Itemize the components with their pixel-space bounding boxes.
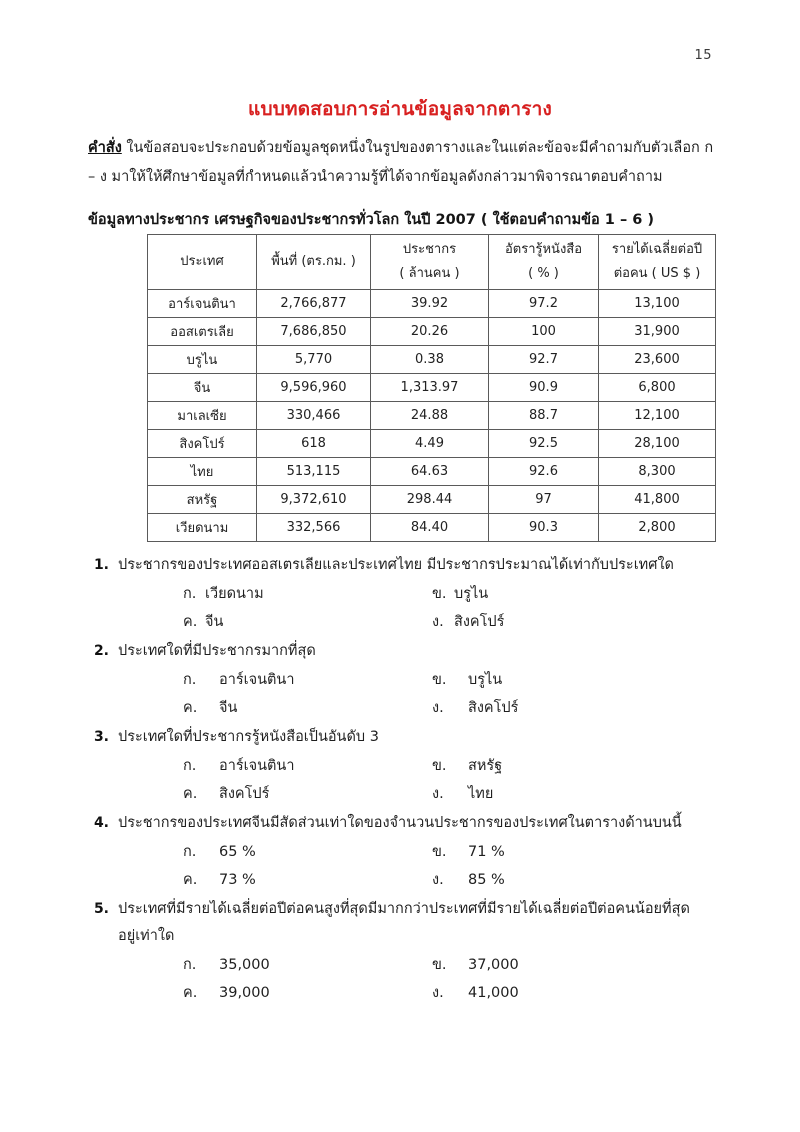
table-row bbox=[148, 374, 716, 402]
question-number: 5. bbox=[93, 901, 109, 917]
cell-country: ออสเตรเลีย bbox=[148, 318, 257, 346]
cell-income: 13,100 bbox=[599, 290, 716, 318]
choice-option[interactable] bbox=[432, 838, 505, 866]
choice-line bbox=[127, 608, 728, 636]
choice-line bbox=[127, 666, 728, 694]
table-row bbox=[148, 402, 716, 430]
table-row bbox=[148, 346, 716, 374]
choice-label: จีน bbox=[219, 700, 238, 716]
choice-label: 71 % bbox=[468, 844, 505, 860]
table-header-row bbox=[148, 235, 716, 290]
question-row bbox=[88, 810, 728, 837]
choice-marker: ค. bbox=[183, 985, 198, 1001]
choice-marker: ข. bbox=[432, 758, 447, 774]
choice-line bbox=[127, 752, 728, 780]
question-text bbox=[118, 896, 728, 950]
cell-literacy-rate: 92.6 bbox=[489, 458, 599, 486]
data-section-heading: ข้อมูลทางประชากร เศรษฐกิจของประชากรทั่วโลก ในปี 2007 ( ใช้ตอบคำถามข้อ 1 – 6 ) bbox=[88, 212, 655, 228]
cell-income: 2,800 bbox=[599, 514, 716, 542]
choice-marker: ข. bbox=[432, 957, 447, 973]
cell-country: เวียดนาม bbox=[148, 514, 257, 542]
question-text-line: ประเทศใดที่ประชากรรู้หนังสือเป็นอันดับ 3 bbox=[118, 729, 379, 745]
question-block bbox=[88, 810, 728, 894]
question-number: 4. bbox=[93, 815, 109, 831]
choice-label: บรูไน bbox=[454, 586, 489, 602]
choice-line bbox=[127, 979, 728, 1007]
instruction-line-2: – ง มาให้ให้ศึกษาข้อมูลที่กำหนดแล้วนำความรู้ที่ได้จากข้อมูลดังกล่าวมาพิจารณาตอบคำถาม bbox=[88, 169, 663, 185]
column-header-area: พื้นที่ (ตร.กม. ) bbox=[257, 235, 371, 290]
cell-literacy-rate: 92.7 bbox=[489, 346, 599, 374]
choice-label: เวียดนาม bbox=[205, 586, 264, 602]
cell-literacy-rate: 100 bbox=[489, 318, 599, 346]
instruction-label: คำสั่ง bbox=[88, 140, 122, 156]
choice-marker: ค. bbox=[183, 614, 198, 630]
choice-group bbox=[127, 752, 728, 808]
cell-area: 5,770 bbox=[257, 346, 371, 374]
question-row bbox=[88, 724, 728, 751]
choice-marker: ค. bbox=[183, 700, 198, 716]
choice-marker: ง. bbox=[432, 614, 444, 630]
choice-option[interactable] bbox=[127, 580, 432, 608]
choice-option[interactable] bbox=[127, 780, 432, 808]
choice-label: สิงคโปร์ bbox=[468, 700, 519, 716]
choice-label: 39,000 bbox=[219, 985, 270, 1001]
cell-area: 9,372,610 bbox=[257, 486, 371, 514]
population-table-container bbox=[147, 234, 715, 542]
question-block bbox=[88, 552, 728, 636]
choice-option[interactable] bbox=[127, 666, 432, 694]
cell-income: 28,100 bbox=[599, 430, 716, 458]
question-text-line: ประชากรของประเทศออสเตรเลียและประเทศไทย มีประชากรประมาณได้เท่ากับประเทศใด bbox=[118, 557, 674, 573]
cell-income: 41,800 bbox=[599, 486, 716, 514]
choice-line bbox=[127, 951, 728, 979]
instruction-line-1: ในข้อสอบจะประกอบด้วยข้อมูลชุดหนึ่งในรูปของตารางและในแต่ละข้อจะมีคำถามกับตัวเลือก ก bbox=[126, 140, 714, 156]
cell-population: 1,313.97 bbox=[371, 374, 489, 402]
choice-marker: ก. bbox=[183, 957, 197, 973]
choice-marker: ค. bbox=[183, 786, 198, 802]
choice-group bbox=[127, 838, 728, 894]
table-row bbox=[148, 514, 716, 542]
cell-income: 31,900 bbox=[599, 318, 716, 346]
cell-area: 332,566 bbox=[257, 514, 371, 542]
choice-label: 73 % bbox=[219, 872, 256, 888]
choice-option[interactable] bbox=[432, 666, 502, 694]
question-row bbox=[88, 638, 728, 665]
choice-label: บรูไน bbox=[468, 672, 503, 688]
question-row bbox=[88, 896, 728, 950]
choice-option[interactable] bbox=[127, 752, 432, 780]
cell-population: 4.49 bbox=[371, 430, 489, 458]
choice-marker: ก. bbox=[183, 672, 197, 688]
choice-label: สิงคโปร์ bbox=[219, 786, 270, 802]
column-header-literacy-rate: อัตรารู้หนังสือ ( % ) bbox=[489, 235, 599, 290]
choice-option[interactable] bbox=[127, 694, 432, 722]
population-table bbox=[147, 234, 716, 542]
cell-area: 513,115 bbox=[257, 458, 371, 486]
question-number: 1. bbox=[93, 557, 109, 573]
cell-population: 39.92 bbox=[371, 290, 489, 318]
choice-marker: ข. bbox=[432, 844, 447, 860]
question-number: 2. bbox=[93, 643, 109, 659]
table-body bbox=[148, 290, 716, 542]
choice-label: 65 % bbox=[219, 844, 256, 860]
instruction-paragraph bbox=[88, 134, 716, 192]
choice-option[interactable] bbox=[127, 838, 432, 866]
choice-label: จีน bbox=[205, 614, 224, 630]
question-text-line: อยู่เท่าใด bbox=[118, 928, 175, 944]
table-row bbox=[148, 430, 716, 458]
choice-marker: ง. bbox=[432, 786, 444, 802]
choice-label: อาร์เจนตินา bbox=[219, 672, 295, 688]
cell-income: 23,600 bbox=[599, 346, 716, 374]
choice-marker: ข. bbox=[432, 586, 447, 602]
cell-country: มาเลเซีย bbox=[148, 402, 257, 430]
question-number: 3. bbox=[93, 729, 109, 745]
choice-option[interactable] bbox=[432, 752, 502, 780]
cell-literacy-rate: 90.3 bbox=[489, 514, 599, 542]
questions-list bbox=[88, 552, 728, 1009]
choice-label: สิงคโปร์ bbox=[454, 614, 505, 630]
cell-literacy-rate: 92.5 bbox=[489, 430, 599, 458]
cell-country: อาร์เจนตินา bbox=[148, 290, 257, 318]
choice-marker: ง. bbox=[432, 985, 444, 1001]
choice-label: 85 % bbox=[468, 872, 505, 888]
choice-option[interactable] bbox=[432, 951, 519, 979]
question-block bbox=[88, 724, 728, 808]
column-header-country: ประเทศ bbox=[148, 235, 257, 290]
table-row bbox=[148, 318, 716, 346]
choice-option[interactable] bbox=[127, 951, 432, 979]
cell-population: 298.44 bbox=[371, 486, 489, 514]
cell-country: บรูไน bbox=[148, 346, 257, 374]
choice-option[interactable] bbox=[432, 866, 505, 894]
choice-line bbox=[127, 866, 728, 894]
choice-label: ไทย bbox=[468, 786, 494, 802]
choice-line bbox=[127, 580, 728, 608]
table-row bbox=[148, 290, 716, 318]
cell-population: 64.63 bbox=[371, 458, 489, 486]
choice-group bbox=[127, 951, 728, 1007]
choice-marker: ข. bbox=[432, 672, 447, 688]
page-title: แบบทดสอบการอ่านข้อมูลจากตาราง bbox=[248, 98, 552, 120]
table-header bbox=[148, 235, 716, 290]
cell-literacy-rate: 97.2 bbox=[489, 290, 599, 318]
question-row bbox=[88, 552, 728, 579]
choice-option[interactable] bbox=[432, 608, 504, 636]
cell-income: 6,800 bbox=[599, 374, 716, 402]
column-header-income: รายได้เฉลี่ยต่อปี ต่อคน ( US $ ) bbox=[599, 235, 716, 290]
cell-literacy-rate: 88.7 bbox=[489, 402, 599, 430]
choice-label: สหรัฐ bbox=[468, 758, 503, 774]
choice-option[interactable] bbox=[127, 979, 432, 1007]
question-text bbox=[118, 810, 728, 837]
choice-line bbox=[127, 780, 728, 808]
choice-option[interactable] bbox=[432, 780, 493, 808]
cell-country: ไทย bbox=[148, 458, 257, 486]
choice-marker: ก. bbox=[183, 844, 197, 860]
choice-label: อาร์เจนตินา bbox=[219, 758, 295, 774]
choice-option[interactable] bbox=[432, 694, 518, 722]
cell-population: 20.26 bbox=[371, 318, 489, 346]
question-text bbox=[118, 638, 728, 665]
choice-option[interactable] bbox=[127, 608, 432, 636]
choice-marker: ง. bbox=[432, 872, 444, 888]
choice-marker: ค. bbox=[183, 872, 198, 888]
question-text bbox=[118, 724, 728, 751]
cell-country: สิงคโปร์ bbox=[148, 430, 257, 458]
question-block bbox=[88, 896, 728, 1007]
cell-income: 12,100 bbox=[599, 402, 716, 430]
column-header-population: ประชากร ( ล้านคน ) bbox=[371, 235, 489, 290]
cell-area: 2,766,877 bbox=[257, 290, 371, 318]
choice-label: 41,000 bbox=[468, 985, 519, 1001]
question-text bbox=[118, 552, 728, 579]
choice-group bbox=[127, 580, 728, 636]
table-row bbox=[148, 458, 716, 486]
question-block bbox=[88, 638, 728, 722]
choice-label: 37,000 bbox=[468, 957, 519, 973]
cell-literacy-rate: 97 bbox=[489, 486, 599, 514]
question-text-line: ประเทศใดที่มีประชากรมากที่สุด bbox=[118, 643, 316, 659]
cell-area: 7,686,850 bbox=[257, 318, 371, 346]
cell-literacy-rate: 90.9 bbox=[489, 374, 599, 402]
choice-line bbox=[127, 694, 728, 722]
cell-area: 9,596,960 bbox=[257, 374, 371, 402]
choice-label: 35,000 bbox=[219, 957, 270, 973]
cell-income: 8,300 bbox=[599, 458, 716, 486]
page-number: 15 bbox=[694, 48, 712, 63]
cell-population: 0.38 bbox=[371, 346, 489, 374]
cell-population: 84.40 bbox=[371, 514, 489, 542]
choice-group bbox=[127, 666, 728, 722]
cell-area: 618 bbox=[257, 430, 371, 458]
choice-marker: ก. bbox=[183, 758, 197, 774]
cell-area: 330,466 bbox=[257, 402, 371, 430]
cell-country: สหรัฐ bbox=[148, 486, 257, 514]
choice-line bbox=[127, 838, 728, 866]
table-row bbox=[148, 486, 716, 514]
choice-option[interactable] bbox=[432, 979, 519, 1007]
cell-population: 24.88 bbox=[371, 402, 489, 430]
choice-option[interactable] bbox=[432, 580, 488, 608]
question-text-line: ประชากรของประเทศจีนมีสัดส่วนเท่าใดของจำนวนประชากรของประเทศในตารางด้านบนนี้ bbox=[118, 815, 682, 831]
choice-marker: ก. bbox=[183, 586, 197, 602]
cell-country: จีน bbox=[148, 374, 257, 402]
choice-option[interactable] bbox=[127, 866, 432, 894]
choice-marker: ง. bbox=[432, 700, 444, 716]
question-text-line: ประเทศที่มีรายได้เฉลี่ยต่อปีต่อคนสูงที่สุดมีมากกว่าประเทศที่มีรายได้เฉลี่ยต่อปีต่อคนน้อยที่สุด bbox=[118, 901, 690, 917]
